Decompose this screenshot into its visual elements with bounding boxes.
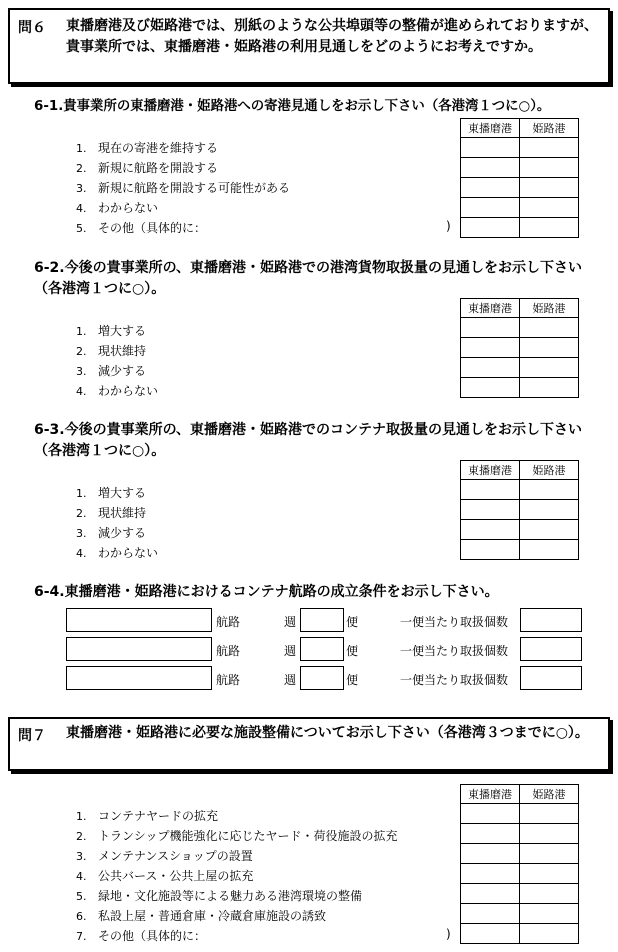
question-7-grid <box>460 784 579 944</box>
week-label: 週 <box>284 673 297 687</box>
route-name-input[interactable] <box>66 666 212 690</box>
option-item: 3. メンテナンスショップの設置 <box>76 849 253 863</box>
section-6-2-heading: 6-2.今後の貴事業所の、東播磨港・姫路港での港湾貨物取扱量の見通しをお示し下さい（各港湾１つに○）。 <box>34 260 583 297</box>
answer-cell[interactable] <box>461 824 520 844</box>
option-item: 1. コンテナヤードの拡充 <box>76 809 219 823</box>
weekly-count-input[interactable] <box>300 666 344 690</box>
col-himeji: 姫路港 <box>520 119 579 138</box>
answer-cell[interactable] <box>461 338 520 358</box>
answer-cell[interactable] <box>520 480 579 500</box>
option-item: 2. トランシップ機能強化に応じたヤード・荷役施設の拡充 <box>76 829 398 843</box>
question-6-text: 東播磨港及び姫路港では、別紙のような公共埠頭等の整備が進められておりますが、貴事業所では、東播磨港・姫路港の利用見通しをどのようにお考えですか。 <box>66 18 598 55</box>
option-item: 5. その他（具体的に： <box>76 221 207 235</box>
answer-cell[interactable] <box>520 198 579 218</box>
section-6-1-heading: 6-1.貴事業所の東播磨港・姫路港への寄港見通しをお示し下さい（各港湾１つに○）。 <box>34 99 551 114</box>
col-himeji: 姫路港 <box>520 299 579 318</box>
section-6-3-heading: 6-3.今後の貴事業所の、東播磨港・姫路港でのコンテナ取扱量の見通しをお示し下さい（各港湾１つに○）。 <box>34 422 583 459</box>
col-himeji: 姫路港 <box>520 785 579 804</box>
answer-cell[interactable] <box>461 378 520 398</box>
per-sailing-label: 一便当たり取扱個数 <box>400 644 509 658</box>
answer-cell[interactable] <box>520 804 579 824</box>
option-item: 1. 現在の寄港を維持する <box>76 141 219 155</box>
close-paren: ) <box>446 219 451 233</box>
route-name-input[interactable] <box>66 637 212 661</box>
freq-label: 便 <box>346 644 359 658</box>
answer-cell[interactable] <box>461 520 520 540</box>
section-6-4-heading: 6-4.東播磨港・姫路港におけるコンテナ航路の成立条件をお示し下さい。 <box>34 584 499 600</box>
per-sailing-label: 一便当たり取扱個数 <box>400 673 509 687</box>
route-label: 航路 <box>216 673 241 687</box>
option-item: 5. 緑地・文化施設等による魅力ある港湾環境の整備 <box>76 889 363 903</box>
answer-cell[interactable] <box>520 520 579 540</box>
answer-cell[interactable] <box>520 138 579 158</box>
answer-cell[interactable] <box>461 318 520 338</box>
answer-cell[interactable] <box>520 178 579 198</box>
col-higashiharima: 東播磨港 <box>461 785 520 804</box>
option-item: 4. わからない <box>76 201 159 215</box>
answer-cell[interactable] <box>461 480 520 500</box>
section-6-2-grid <box>460 298 579 398</box>
answer-cell[interactable] <box>520 500 579 520</box>
answer-cell[interactable] <box>520 358 579 378</box>
answer-cell[interactable] <box>461 218 520 238</box>
answer-cell[interactable] <box>461 178 520 198</box>
route-label: 航路 <box>216 615 241 629</box>
answer-cell[interactable] <box>520 864 579 884</box>
answer-cell[interactable] <box>461 138 520 158</box>
col-higashiharima: 東播磨港 <box>461 119 520 138</box>
answer-cell[interactable] <box>520 924 579 944</box>
option-item: 4. 公共バース・公共上屋の拡充 <box>76 869 254 883</box>
answer-cell[interactable] <box>461 158 520 178</box>
option-item: 2. 新規に航路を開設する <box>76 161 219 175</box>
option-item: 4. わからない <box>76 546 159 560</box>
units-per-sailing-input[interactable] <box>520 608 582 632</box>
option-item: 2. 現状維持 <box>76 506 147 520</box>
close-paren: ) <box>446 927 451 941</box>
answer-cell[interactable] <box>461 358 520 378</box>
option-item: 3. 新規に航路を開設する可能性がある <box>76 181 291 195</box>
answer-cell[interactable] <box>461 844 520 864</box>
answer-cell[interactable] <box>520 318 579 338</box>
question-7-text: 東播磨港・姫路港に必要な施設整備についてお示し下さい（各港湾３つまでに○）。 <box>66 725 589 741</box>
option-item: 2. 現状維持 <box>76 344 147 358</box>
col-himeji: 姫路港 <box>520 461 579 480</box>
option-item: 3. 減少する <box>76 526 147 540</box>
week-label: 週 <box>284 615 297 629</box>
option-item: 4. わからない <box>76 384 159 398</box>
route-label: 航路 <box>216 644 241 658</box>
col-higashiharima: 東播磨港 <box>461 461 520 480</box>
answer-cell[interactable] <box>461 884 520 904</box>
answer-cell[interactable] <box>461 500 520 520</box>
freq-label: 便 <box>346 673 359 687</box>
answer-cell[interactable] <box>461 804 520 824</box>
col-higashiharima: 東播磨港 <box>461 299 520 318</box>
answer-cell[interactable] <box>520 824 579 844</box>
option-item: 1. 増大する <box>76 486 147 500</box>
per-sailing-label: 一便当たり取扱個数 <box>400 615 509 629</box>
option-item: 1. 増大する <box>76 324 147 338</box>
question-7-label: 問７ <box>18 728 46 744</box>
answer-cell[interactable] <box>520 158 579 178</box>
units-per-sailing-input[interactable] <box>520 666 582 690</box>
question-7-box <box>8 717 610 771</box>
week-label: 週 <box>284 644 297 658</box>
answer-cell[interactable] <box>520 218 579 238</box>
answer-cell[interactable] <box>520 540 579 560</box>
answer-cell[interactable] <box>461 864 520 884</box>
answer-cell[interactable] <box>520 378 579 398</box>
question-6-label: 問６ <box>18 20 46 36</box>
option-item: 3. 減少する <box>76 364 147 378</box>
question-6-box <box>8 8 610 84</box>
route-name-input[interactable] <box>66 608 212 632</box>
answer-cell[interactable] <box>520 884 579 904</box>
answer-cell[interactable] <box>520 844 579 864</box>
option-item: 6. 私設上屋・普通倉庫・冷蔵倉庫施設の誘致 <box>76 909 327 923</box>
freq-label: 便 <box>346 615 359 629</box>
section-6-3-grid <box>460 460 579 560</box>
answer-cell[interactable] <box>520 338 579 358</box>
option-item: 7. その他（具体的に： <box>76 929 207 943</box>
weekly-count-input[interactable] <box>300 637 344 661</box>
answer-cell[interactable] <box>461 904 520 924</box>
answer-cell[interactable] <box>461 198 520 218</box>
answer-cell[interactable] <box>520 904 579 924</box>
weekly-count-input[interactable] <box>300 608 344 632</box>
answer-cell[interactable] <box>461 924 520 944</box>
section-6-1-grid <box>460 118 579 238</box>
units-per-sailing-input[interactable] <box>520 637 582 661</box>
answer-cell[interactable] <box>461 540 520 560</box>
